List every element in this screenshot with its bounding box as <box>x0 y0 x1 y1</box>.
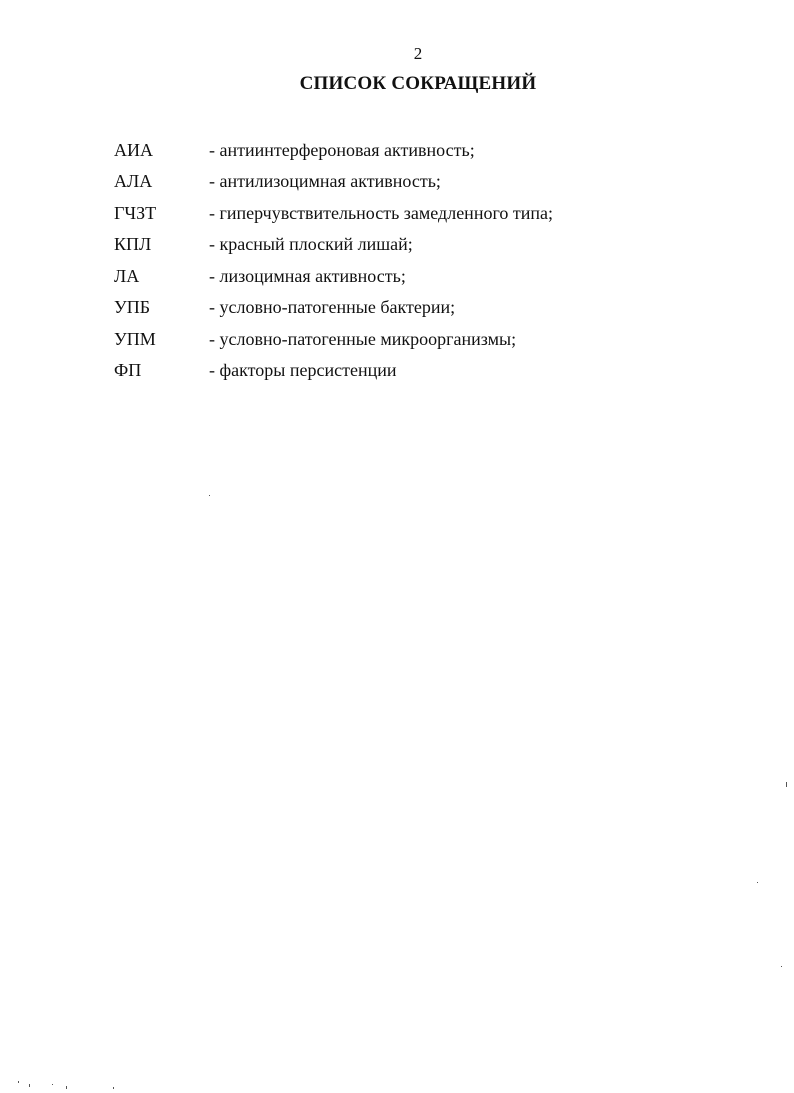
scan-speck <box>209 495 210 496</box>
abbreviation-row <box>114 260 714 292</box>
abbreviation-row <box>114 355 714 387</box>
abbreviation-term: ФП <box>114 360 142 381</box>
abbreviation-term: ГЧЗТ <box>114 202 157 223</box>
abbreviation-term: АЛА <box>114 171 153 192</box>
scan-speck <box>786 782 787 787</box>
scan-speck <box>29 1084 30 1087</box>
abbreviation-row <box>114 166 714 198</box>
abbreviation-definition: - антиинтерфероновая активность; <box>209 139 475 160</box>
abbreviation-row <box>114 323 714 355</box>
abbreviation-definition: - факторы персистенции <box>209 360 397 381</box>
scan-speck <box>52 1084 53 1085</box>
abbreviation-term: ЛА <box>114 265 140 286</box>
abbreviation-term: УПБ <box>114 297 151 318</box>
abbreviation-definition: - гиперчувствительность замедленного типа; <box>209 202 554 223</box>
abbreviation-definition: - условно-патогенные микроорганизмы; <box>209 328 517 349</box>
abbreviation-row <box>114 134 714 166</box>
abbreviation-list <box>114 134 714 386</box>
abbreviation-term: УПМ <box>114 328 156 349</box>
scan-speck <box>113 1087 114 1089</box>
scan-speck <box>66 1086 67 1089</box>
abbreviation-definition: - условно-патогенные бактерии; <box>209 297 456 318</box>
abbreviation-row <box>114 292 714 324</box>
abbreviation-term: АИА <box>114 139 153 160</box>
page-number: 2 <box>413 44 423 63</box>
abbreviation-definition: - антилизоцимная активность; <box>209 171 441 192</box>
scan-speck <box>757 882 758 883</box>
abbreviation-term: КПЛ <box>114 234 152 255</box>
scan-speck <box>781 966 782 967</box>
scan-speck <box>18 1081 19 1083</box>
abbreviation-row <box>114 229 714 261</box>
abbreviation-definition: - лизоцимная активность; <box>209 265 406 286</box>
abbreviation-row <box>114 197 714 229</box>
page-title: СПИСОК СОКРАЩЕНИЙ <box>299 73 537 94</box>
abbreviation-definition: - красный плоский лишай; <box>209 234 413 255</box>
